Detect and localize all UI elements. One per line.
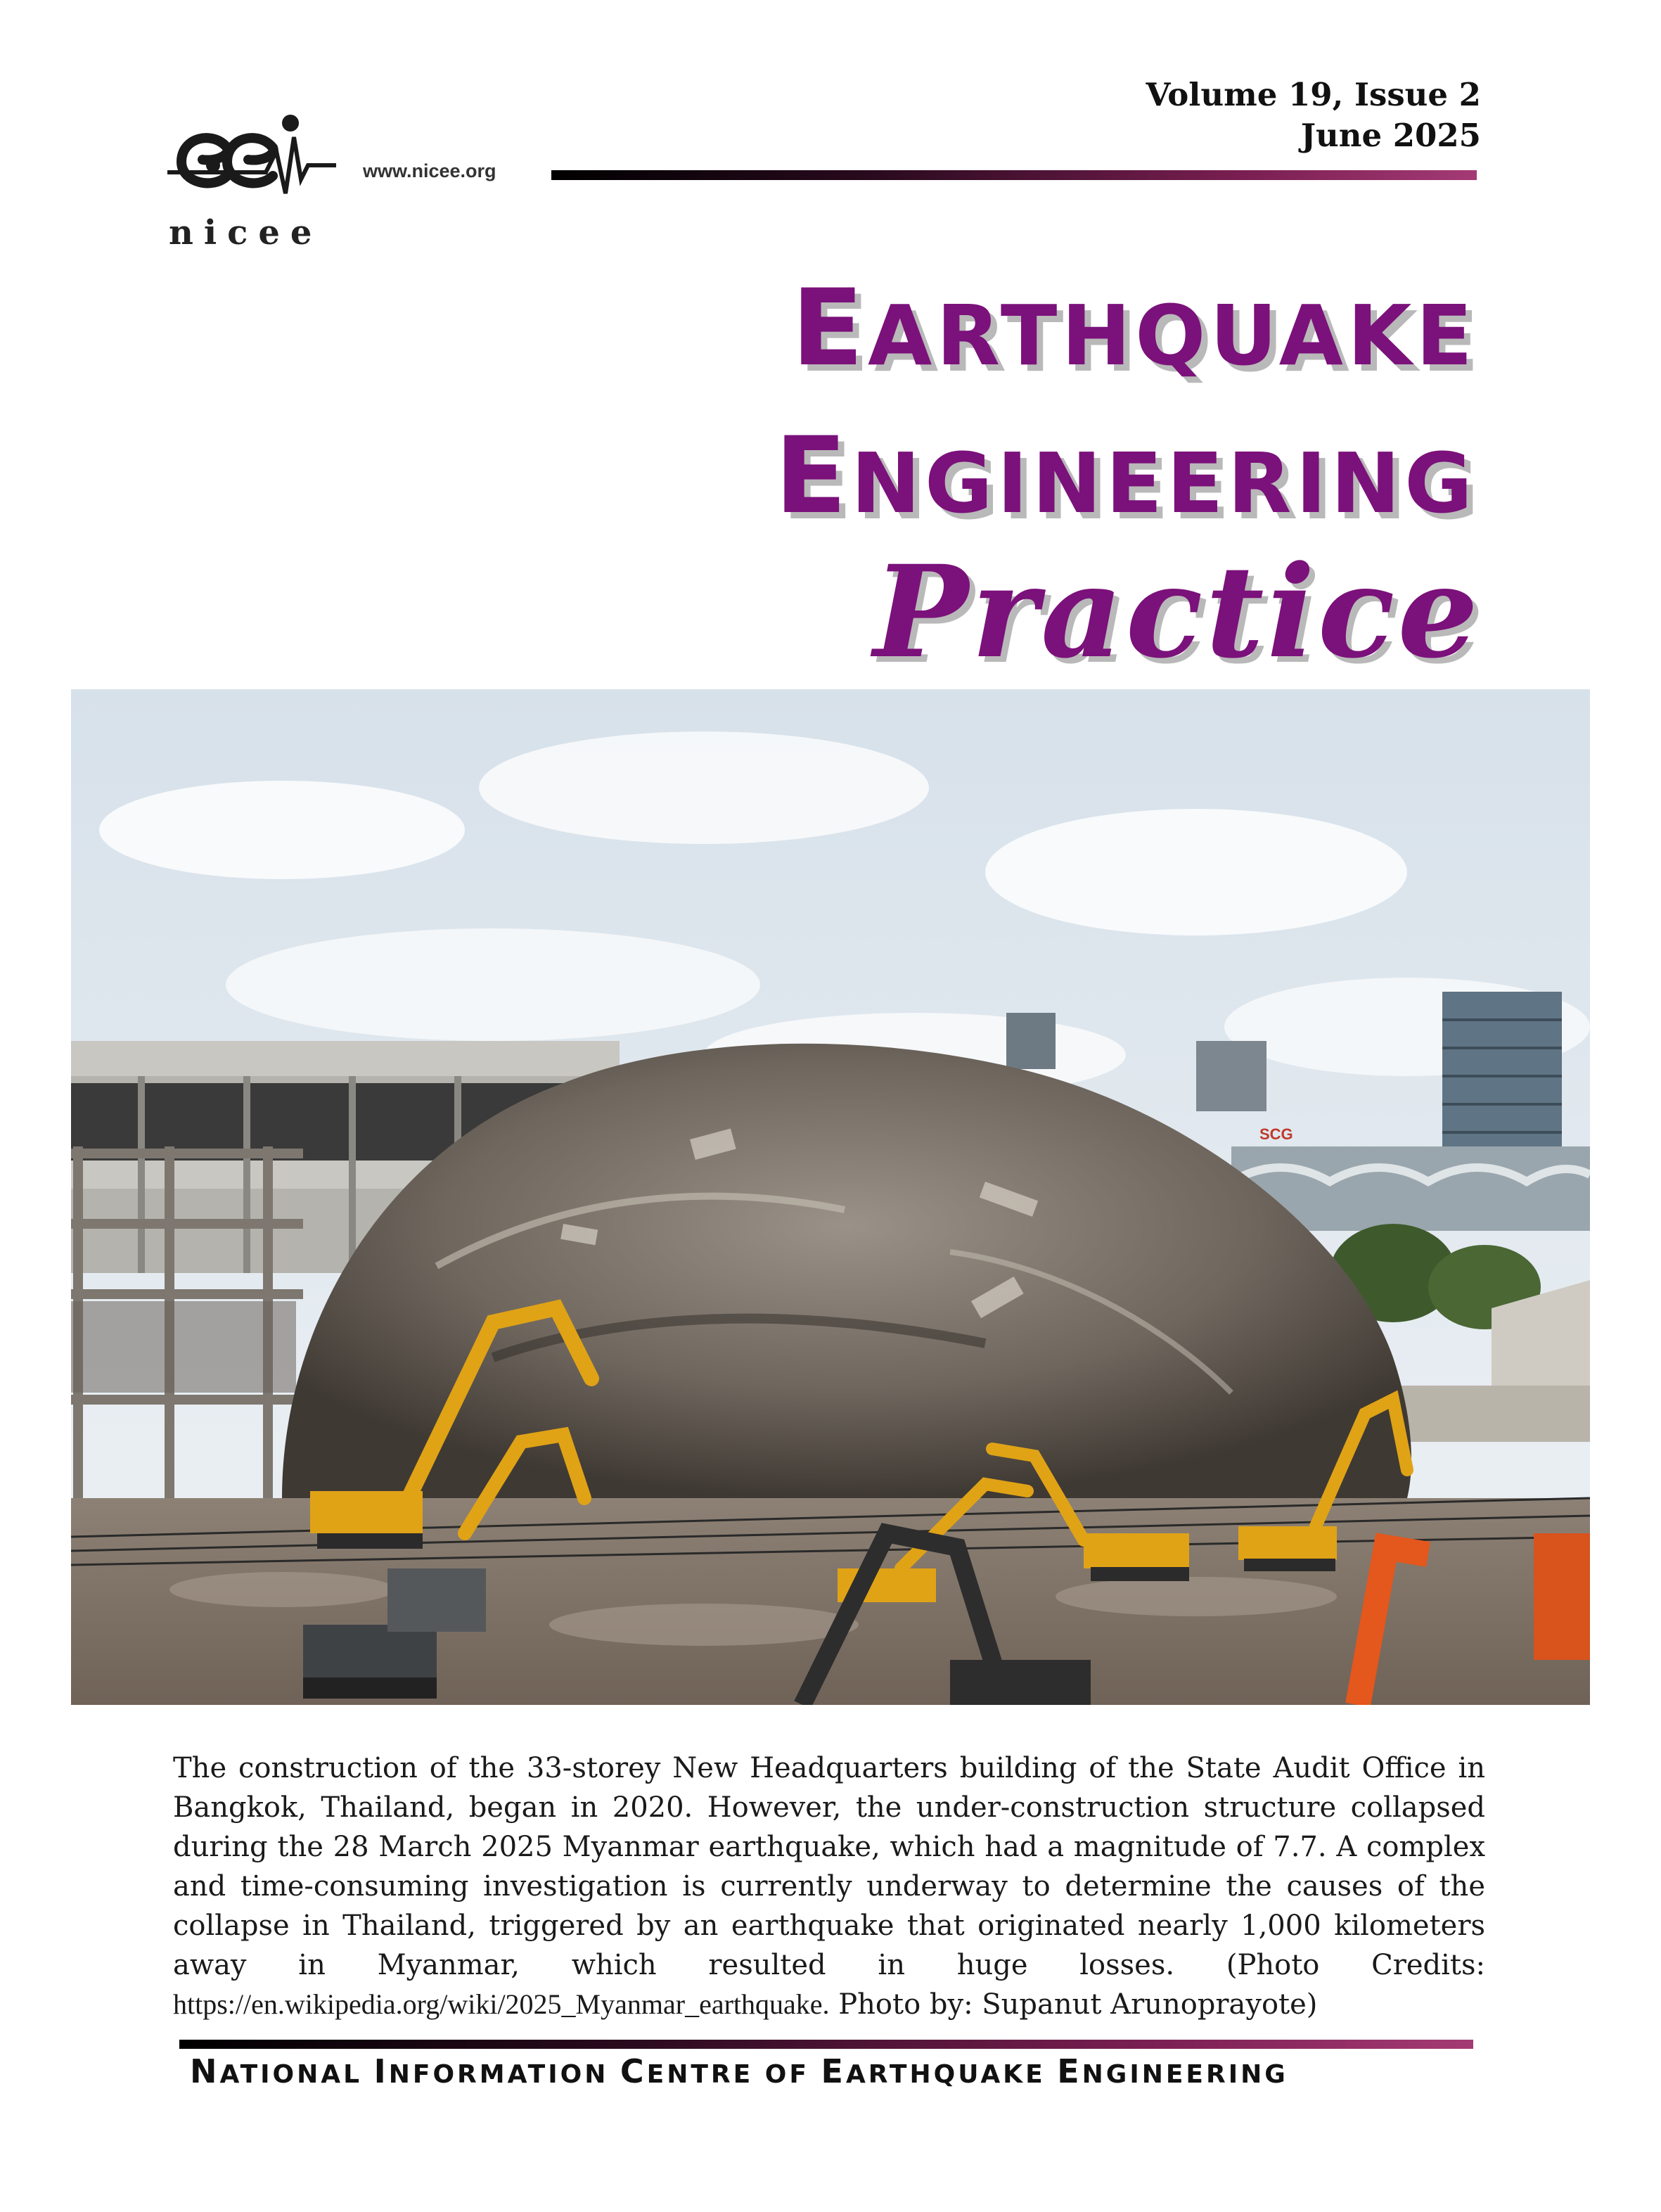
masthead-engineering-initial: E xyxy=(774,415,852,537)
masthead-engineering-rest: NGINEERING xyxy=(851,435,1477,532)
masthead-earthquake-initial: E xyxy=(791,267,868,390)
cover-photo-illustration xyxy=(71,689,1590,1705)
caption-text: The construction of the 33-storey New Headquarters building of the State Audit Office in Bangkok, Thailand, began in 2020. However, the under-construction structure collapsed during the 28 March 2025 Myanmar earthquake, which had a magnitude of 7.7. A complex and time-consuming investigation is currently underway to determine the causes of the collapse in Thailand, triggered by an earthquake that originated nearly 1,000 kilometers away in Myanmar, which resulted in huge losses. (Photo Credits: xyxy=(173,1752,1485,1981)
masthead-practice: Practice xyxy=(873,538,1481,686)
scg-sign: SCG xyxy=(1259,1125,1293,1143)
cover-photo-collapsed-building xyxy=(71,689,1590,1705)
cover-caption xyxy=(173,1748,1485,2024)
footer-word-2-initial: I xyxy=(373,2052,389,2090)
footer-rule xyxy=(179,2040,1473,2049)
footer-word-1-initial: N xyxy=(190,2052,220,2090)
volume-issue: Volume 19, Issue 2 xyxy=(1146,76,1481,113)
footer-word-4-initial: E xyxy=(821,2052,846,2090)
footer-word-5-rest: NGINEERING xyxy=(1082,2060,1288,2089)
masthead-engineering xyxy=(775,415,1477,537)
footer-word-1-rest: ATIONAL xyxy=(219,2060,374,2089)
issue-info xyxy=(1146,75,1481,156)
credit-photographer: Photo by: Supanut Arunoprayote) xyxy=(829,1988,1318,2021)
nicee-logo-mark xyxy=(160,109,343,215)
header-rule xyxy=(551,170,1477,180)
issue-date: June 2025 xyxy=(1300,117,1481,154)
footer-word-3-rest: ENTRE OF xyxy=(646,2060,821,2089)
footer-word-4-rest: ARTHQUAKE xyxy=(845,2060,1058,2089)
credit-url[interactable]: https://en.wikipedia.org/wiki/2025_Myanmar_earthquake. xyxy=(173,1988,830,2020)
masthead-earthquake-rest: ARTHQUAKE xyxy=(868,287,1477,384)
footer-word-2-rest: NFORMATION xyxy=(388,2060,620,2089)
footer-word-5-initial: E xyxy=(1057,2052,1082,2090)
masthead-earthquake xyxy=(792,267,1477,390)
logo-wordmark: nicee xyxy=(169,213,323,252)
footer-word-3-initial: C xyxy=(620,2052,647,2090)
footer-organization-name xyxy=(190,2052,1484,2090)
website-link[interactable]: www.nicee.org xyxy=(363,160,496,181)
